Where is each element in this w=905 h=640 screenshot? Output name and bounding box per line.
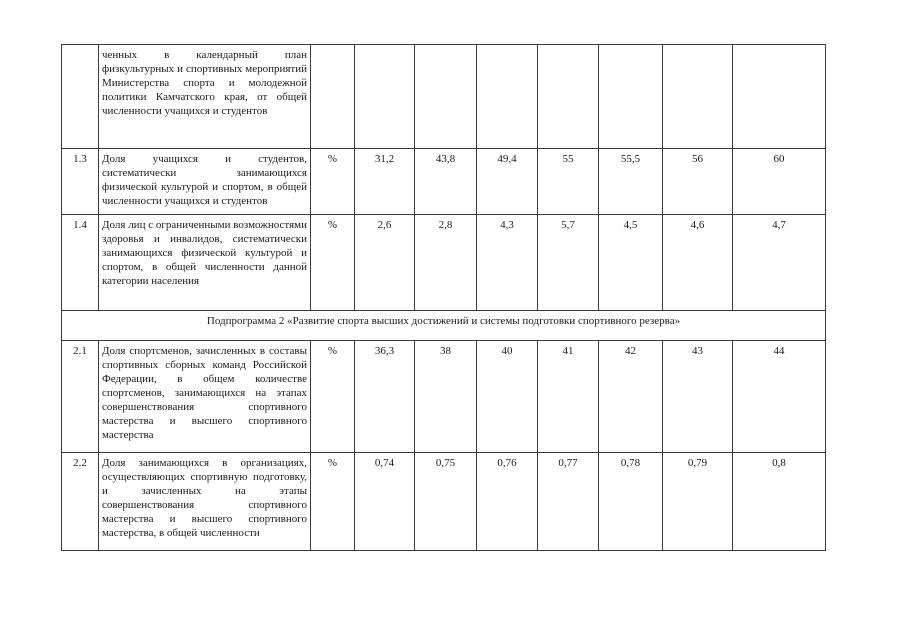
value-cell: 4,7 — [733, 215, 826, 311]
unit-cell: % — [311, 341, 355, 453]
value-cell: 0,74 — [355, 453, 415, 551]
value-cell: 0,76 — [477, 453, 538, 551]
value-cell — [415, 45, 477, 149]
unit-cell — [311, 45, 355, 149]
value-cell: 40 — [477, 341, 538, 453]
subprogram-row — [62, 311, 826, 341]
subprogram-title: Подпрограмма 2 «Развитие спорта высших достижений и системы подготовки спортивного резерва» — [62, 311, 826, 341]
value-cell: 55 — [538, 149, 599, 215]
value-cell — [599, 45, 663, 149]
value-cell: 42 — [599, 341, 663, 453]
value-cell: 31,2 — [355, 149, 415, 215]
value-cell: 0,79 — [663, 453, 733, 551]
table-row — [62, 215, 826, 311]
value-cell — [538, 45, 599, 149]
value-cell: 0,77 — [538, 453, 599, 551]
row-description: Доля учащихся и студентов, систематически занимающихся физической культурой и спортом, в общей численности учащихся и студентов — [99, 149, 311, 215]
value-cell: 4,5 — [599, 215, 663, 311]
indicators-table — [61, 44, 826, 551]
value-cell: 49,4 — [477, 149, 538, 215]
value-cell: 2,8 — [415, 215, 477, 311]
unit-cell: % — [311, 149, 355, 215]
value-cell — [477, 45, 538, 149]
row-number: 2.1 — [62, 341, 99, 453]
row-description: Доля занимающихся в организациях, осуществляющих спортивную подготовку, и зачисленных на этапы совершенствования спортивного мастерства и высшего спортивного мастерства, в общей численности — [99, 453, 311, 551]
value-cell: 41 — [538, 341, 599, 453]
value-cell: 4,6 — [663, 215, 733, 311]
row-description: Доля лиц с ограниченными возможностями здоровья и инвалидов, систематически занимающихся физической культурой и спортом, в общей численности данной категории населения — [99, 215, 311, 311]
value-cell: 43 — [663, 341, 733, 453]
row-number: 2.2 — [62, 453, 99, 551]
table-row — [62, 45, 826, 149]
value-cell: 60 — [733, 149, 826, 215]
table-row — [62, 149, 826, 215]
value-cell: 2,6 — [355, 215, 415, 311]
table-row — [62, 453, 826, 551]
value-cell: 0,8 — [733, 453, 826, 551]
unit-cell: % — [311, 453, 355, 551]
row-description: Доля спортсменов, зачисленных в составы спортивных сборных команд Российской Федерации, в общем количестве спортсменов, занимающихся на этапах совершенствования спортивного мастерства и высшего спортивного мастерства — [99, 341, 311, 453]
value-cell — [663, 45, 733, 149]
row-number-cell — [62, 45, 99, 149]
row-number: 1.4 — [62, 215, 99, 311]
value-cell: 0,78 — [599, 453, 663, 551]
row-number: 1.3 — [62, 149, 99, 215]
value-cell: 38 — [415, 341, 477, 453]
value-cell: 5,7 — [538, 215, 599, 311]
row-description: ченных в календарный план физкультурных и спортивных мероприятий Министерства спорта и молодежной политики Камчатского края, от общей численности учащихся и студентов — [99, 45, 311, 149]
value-cell: 0,75 — [415, 453, 477, 551]
value-cell: 36,3 — [355, 341, 415, 453]
value-cell: 4,3 — [477, 215, 538, 311]
table-row — [62, 341, 826, 453]
value-cell: 44 — [733, 341, 826, 453]
value-cell — [733, 45, 826, 149]
value-cell: 43,8 — [415, 149, 477, 215]
value-cell — [355, 45, 415, 149]
value-cell: 55,5 — [599, 149, 663, 215]
value-cell: 56 — [663, 149, 733, 215]
unit-cell: % — [311, 215, 355, 311]
